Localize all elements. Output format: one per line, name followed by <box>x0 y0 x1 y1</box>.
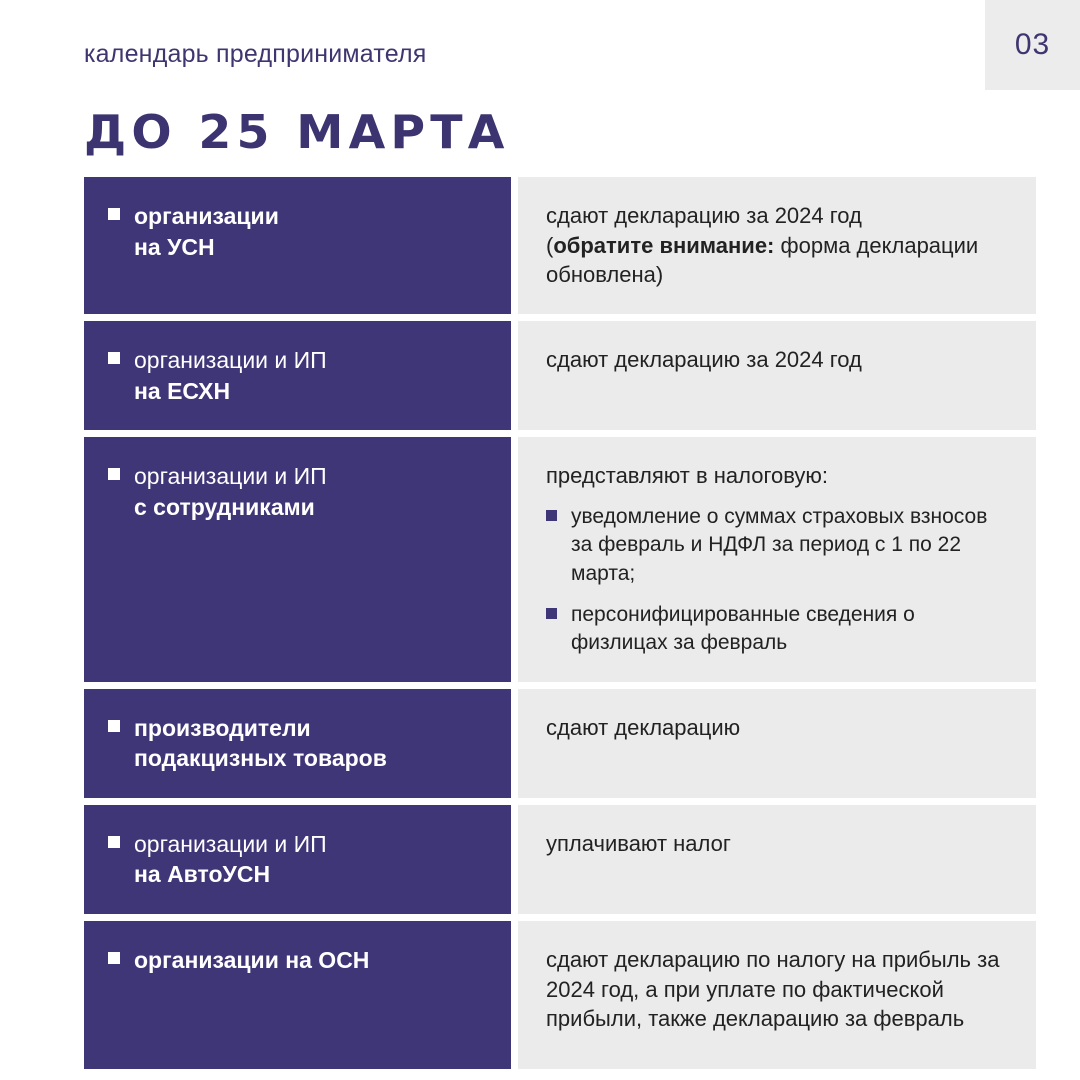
square-bullet-icon <box>108 952 120 964</box>
row-action-text: уплачивают налог <box>546 830 731 856</box>
row-subject-cell <box>84 437 511 681</box>
row-subject-text <box>134 345 327 406</box>
row-subject-line1: организации <box>134 203 279 229</box>
row-action-cell <box>518 437 1036 681</box>
table-row <box>84 921 1036 1069</box>
list-item <box>546 503 1010 588</box>
row-subject-cell <box>84 689 511 798</box>
list-item <box>546 601 1010 658</box>
table-row <box>84 689 1036 798</box>
row-action-text: сдают декларацию <box>546 714 741 740</box>
row-action-text: сдают декларацию за 2024 год <box>546 347 862 373</box>
row-subject-cell <box>84 921 511 1069</box>
row-subject-line1: организации и ИП <box>134 347 327 374</box>
row-subject-line2: с сотрудниками <box>134 493 315 520</box>
list-item-text: персонифицированные сведения о физлицах за февраль <box>571 602 915 655</box>
row-action-line1: сдают декларацию за 2024 год <box>546 203 862 228</box>
row-action-cell <box>518 321 1036 430</box>
kicker-text: календарь предпринимателя <box>84 40 427 68</box>
square-bullet-icon <box>108 468 120 480</box>
row-subject-line2: на ЕСХН <box>134 377 231 404</box>
row-subject-cell <box>84 805 511 914</box>
row-action-cell <box>518 921 1036 1069</box>
deadline-table <box>84 177 1036 1069</box>
row-action-text: представляют в налоговую: <box>546 463 829 489</box>
row-subject-text <box>134 461 327 522</box>
row-subject-text <box>134 201 279 262</box>
table-row <box>84 321 1036 430</box>
row-subject-text <box>134 829 327 890</box>
row-action-line2: форма декларации обновлена) <box>546 232 979 288</box>
list-item-text: уведомление о суммах страховых взносов за февраль и НДФЛ за период с 1 по 22 марта; <box>571 504 988 585</box>
page-title: ДО 25 МАРТА <box>84 105 510 159</box>
row-subject-line2: на УСН <box>134 233 215 260</box>
row-action-sublist <box>546 503 1010 658</box>
row-action-cell <box>518 689 1036 798</box>
row-action-cell <box>518 177 1036 314</box>
square-bullet-icon <box>108 352 120 364</box>
square-bullet-icon <box>108 836 120 848</box>
row-subject-text <box>134 945 369 976</box>
square-bullet-icon <box>546 608 557 619</box>
row-subject-line1: организации и ИП <box>134 830 327 857</box>
row-action-cell <box>518 805 1036 914</box>
row-subject-cell <box>84 321 511 430</box>
row-subject-line2: подакцизных товаров <box>134 745 387 772</box>
row-subject-line2: на АвтоУСН <box>134 861 271 888</box>
square-bullet-icon <box>108 720 120 732</box>
row-subject-text <box>134 713 387 774</box>
row-action-text <box>546 201 1010 290</box>
row-subject-line1: организации и ИП <box>134 463 327 490</box>
table-row <box>84 805 1036 914</box>
row-action-paren: ( <box>546 232 554 258</box>
row-subject-line1: организации на ОСН <box>134 946 370 973</box>
row-action-text: сдают декларацию по налогу на прибыль за 2024 год, а при уплате по фактической прибыли, также декларацию за февраль <box>546 946 1000 1032</box>
table-row <box>84 177 1036 314</box>
table-row <box>84 437 1036 681</box>
page-number: 03 <box>1014 28 1051 61</box>
row-action-emphasis: обратите внимание: <box>553 232 775 258</box>
square-bullet-icon <box>108 208 120 220</box>
row-subject-line1: производители <box>134 714 311 741</box>
row-subject-cell <box>84 177 511 314</box>
square-bullet-icon <box>546 510 557 521</box>
page-number-badge <box>985 0 1080 90</box>
